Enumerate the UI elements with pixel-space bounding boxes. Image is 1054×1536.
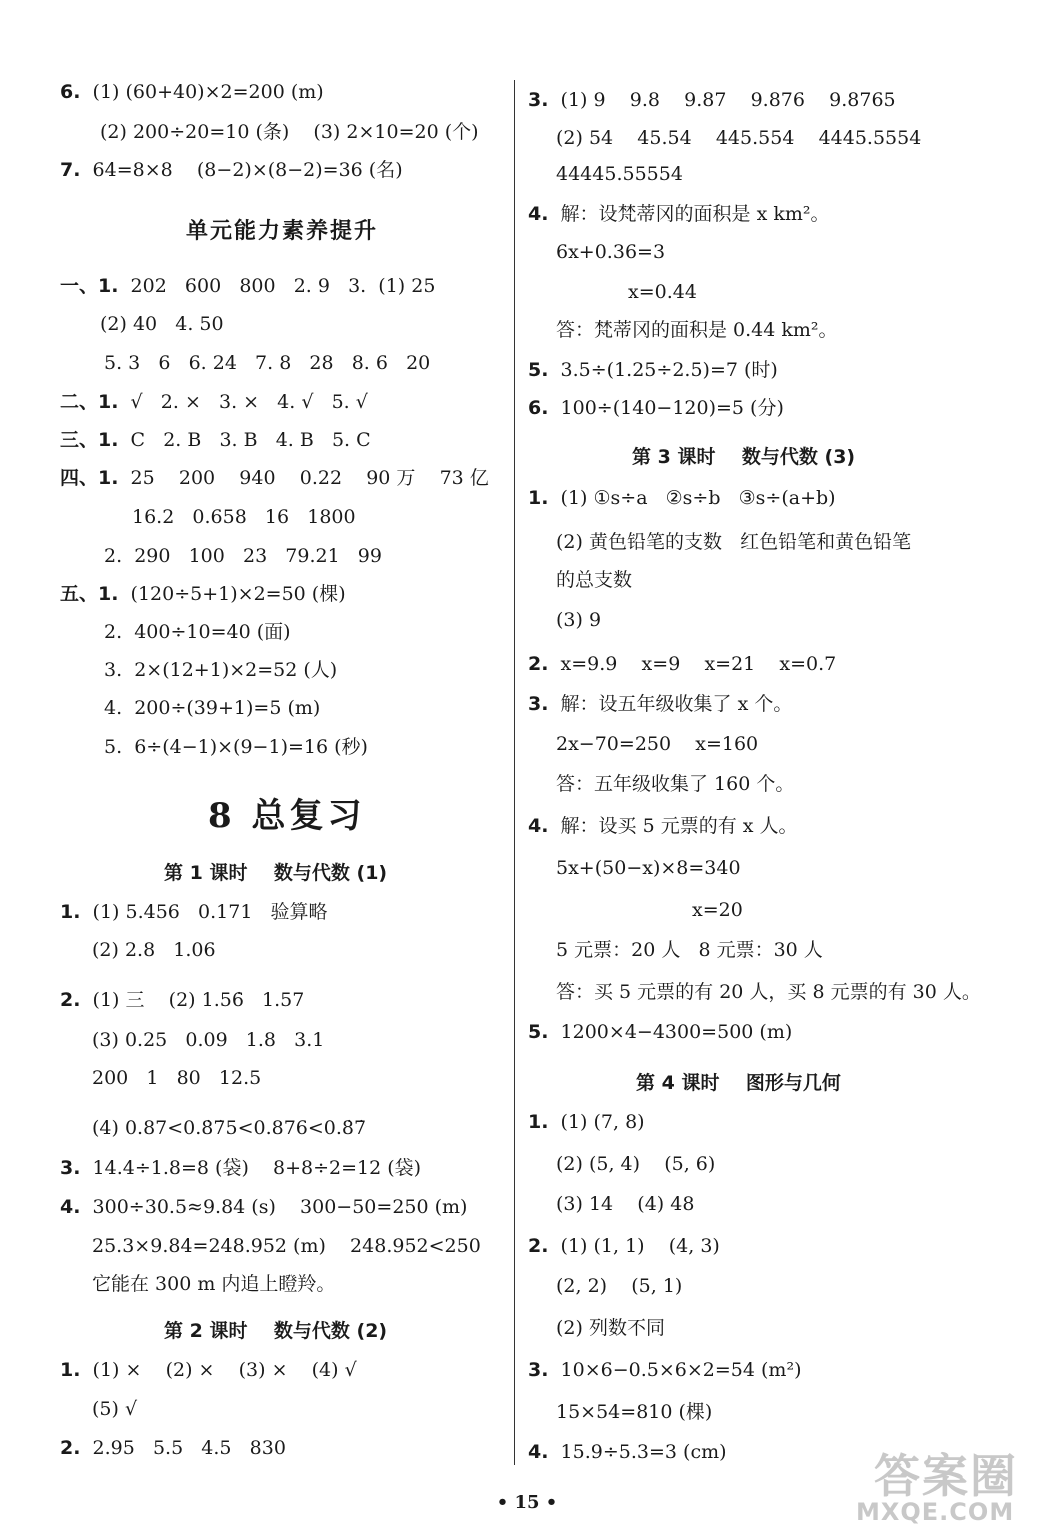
answer-text: (1) × (2) × (3) × (4) √ — [92, 1359, 357, 1381]
answer-text: 10×6−0.5×6×2=54 (m²) — [560, 1359, 802, 1381]
answer-text: 解：设梵蒂冈的面积是 x km²。 — [560, 203, 830, 225]
item-number: 三、1. — [60, 429, 119, 451]
lesson-heading: 第 1 课时 数与代数 (1) — [164, 862, 388, 884]
answer-line — [556, 126, 921, 150]
item-number: 6. — [528, 397, 549, 419]
answer-line — [104, 658, 337, 682]
answer-text: 100÷(140−120)=5 (分) — [560, 397, 784, 419]
watermark-text-top: 答案圈 — [874, 1449, 1018, 1503]
answer-text: 14.4÷1.8=8 (袋) 8+8÷2=12 (袋) — [92, 1157, 422, 1179]
answer-line — [528, 692, 792, 716]
answer-line — [528, 652, 836, 676]
answer-line — [60, 80, 324, 104]
answer-line — [528, 396, 784, 420]
item-number: 3. — [528, 89, 549, 111]
item-number: 7. — [60, 159, 81, 181]
answer-text: (2) 黄色铅笔的支数 红色铅笔和黄色铅笔 — [556, 531, 912, 553]
answer-line — [528, 88, 896, 112]
answer-text: 5. 3 6 6. 24 7. 8 28 8. 6 20 — [104, 352, 431, 374]
item-number: 1. — [60, 1359, 81, 1381]
answer-line — [92, 1272, 335, 1296]
item-number: 2. — [528, 653, 549, 675]
answer-line — [528, 1110, 645, 1134]
item-number: 1. — [528, 487, 549, 509]
item-number: 4. — [60, 1196, 81, 1218]
answer-line — [556, 772, 794, 796]
item-number: 一、1. — [60, 275, 119, 297]
lesson-heading: 第 2 课时 数与代数 (2) — [164, 1320, 388, 1342]
answer-text: (5) √ — [92, 1398, 138, 1420]
answer-line — [556, 1400, 712, 1424]
section-title: 单元能力素养提升 — [186, 219, 379, 244]
answer-line — [92, 1116, 366, 1140]
answer-text: 答：五年级收集了 160 个。 — [556, 773, 795, 795]
answer-line — [60, 582, 346, 606]
answer-text: (1) ①s÷a ②s÷b ③s÷(a+b) — [560, 487, 836, 509]
answer-text: (2) 列数不同 — [556, 1317, 665, 1339]
answer-line — [104, 620, 291, 644]
item-number: 2. — [528, 1235, 549, 1257]
answer-text: (3) 14 (4) 48 — [556, 1193, 695, 1215]
answer-line — [60, 1156, 421, 1180]
answer-line — [556, 568, 632, 592]
item-number: 2. — [60, 989, 81, 1011]
answer-text: 15.9÷5.3=3 (cm) — [560, 1441, 727, 1463]
answer-line — [100, 312, 224, 336]
answer-line — [528, 1234, 720, 1258]
answer-text: 300÷30.5≈9.84 (s) 300−50=250 (m) — [92, 1196, 468, 1218]
answer-text: x=20 — [692, 899, 743, 921]
answer-text: 25.3×9.84=248.952 (m) 248.952<250 — [92, 1235, 481, 1257]
answer-text: 3.5÷(1.25÷2.5)=7 (时) — [560, 359, 778, 381]
item-number: 1. — [528, 1111, 549, 1133]
answer-line — [92, 938, 216, 962]
answer-text: 200 1 80 12.5 — [92, 1067, 262, 1089]
answer-line — [60, 390, 368, 414]
answer-text: 2. 400÷10=40 (面) — [104, 621, 291, 643]
answer-text: 5. 6÷(4−1)×(9−1)=16 (秒) — [104, 736, 368, 758]
answer-text: (2) 2.8 1.06 — [92, 939, 216, 961]
answer-text: 15×54=810 (棵) — [556, 1401, 713, 1423]
answer-line — [556, 318, 838, 342]
answer-line — [104, 696, 320, 720]
answer-line — [104, 544, 382, 568]
answer-text: (120÷5+1)×2=50 (棵) — [130, 583, 346, 605]
chapter-title: 8 总复习 — [208, 796, 366, 836]
item-number: 2. — [60, 1437, 81, 1459]
answer-text: (1) (7, 8) — [560, 1111, 645, 1133]
answer-line — [92, 1028, 324, 1052]
answer-text: 1200×4−4300=500 (m) — [560, 1021, 793, 1043]
answer-text: 5x+(50−x)×8=340 — [556, 857, 741, 879]
answer-line — [528, 1440, 727, 1464]
answer-text: 它能在 300 m 内追上瞪羚。 — [92, 1273, 336, 1295]
answer-line — [556, 938, 823, 962]
answer-line — [60, 1358, 357, 1382]
answer-line — [692, 898, 743, 922]
answer-text: (4) 0.87<0.8̇7̇5<0.876<0.8̇7̇ — [92, 1117, 367, 1139]
answer-line — [556, 980, 981, 1004]
answer-line — [92, 1234, 481, 1258]
item-number: 二、1. — [60, 391, 119, 413]
answer-text: 4. 200÷(39+1)=5 (m) — [104, 697, 321, 719]
answer-line — [60, 900, 328, 924]
answer-text: 64=8×8 (8−2)×(8−2)=36 (名) — [92, 159, 403, 181]
lesson-heading: 第 4 课时 图形与几何 — [636, 1072, 841, 1094]
answer-line — [60, 428, 371, 452]
answer-text: (1) 5.456 0.171 验算略 — [92, 901, 328, 923]
watermark-text-bottom: MXQE.COM — [856, 1498, 1015, 1526]
answer-line — [556, 732, 758, 756]
answer-text: (3) 0.25 0.09 1.8 3.1 — [92, 1029, 325, 1051]
answer-line — [104, 351, 430, 375]
page-number: • 15 • — [496, 1492, 558, 1513]
answer-text: C 2. B 3. B 4. B 5. C — [130, 429, 371, 451]
answer-line — [104, 735, 368, 759]
answer-line — [528, 486, 836, 510]
item-number: 五、1. — [60, 583, 119, 605]
answer-line — [628, 280, 697, 304]
item-number: 6. — [60, 81, 81, 103]
answer-text: (2) 200÷20=10 (条) (3) 2×10=20 (个) — [100, 121, 479, 143]
item-number: 1. — [60, 901, 81, 923]
answer-text: 解：设买 5 元票的有 x 人。 — [560, 815, 798, 837]
watermark-logo — [852, 1440, 1042, 1530]
answer-line — [556, 240, 665, 264]
answer-text: 16.2 0.658 16 1800 — [132, 506, 356, 528]
answer-text: (1) 9 9.8 9.87 9.876 9.8765 — [560, 89, 896, 111]
answer-line — [60, 1436, 286, 1460]
answer-text: (2) 40 4. 50 — [100, 313, 224, 335]
answer-text: x=9.9 x=9 x=21 x=0.7 — [560, 653, 837, 675]
answer-text: 44445.55554 — [556, 163, 683, 185]
item-number: 4. — [528, 1441, 549, 1463]
answer-line — [556, 1152, 715, 1176]
answer-line — [60, 466, 489, 490]
answer-line — [556, 1316, 665, 1340]
answer-line — [556, 162, 683, 186]
answer-line — [92, 1066, 261, 1090]
answer-text: 2x−70=250 x=160 — [556, 733, 759, 755]
item-number: 4. — [528, 815, 549, 837]
answer-text: (2, 2) (5, 1) — [556, 1275, 683, 1297]
column-divider — [514, 80, 515, 1465]
item-number: 4. — [528, 203, 549, 225]
answer-text: 答：买 5 元票的有 20 人，买 8 元票的有 30 人。 — [556, 981, 981, 1003]
answer-line — [100, 120, 479, 144]
answer-line — [528, 1358, 801, 1382]
answer-line — [556, 608, 601, 632]
answer-line — [60, 158, 403, 182]
answer-line — [556, 856, 741, 880]
answer-text: (1) (60+40)×2=200 (m) — [92, 81, 324, 103]
item-number: 5. — [528, 1021, 549, 1043]
answer-text: (1) (1, 1) (4, 3) — [560, 1235, 720, 1257]
answer-line — [60, 1195, 467, 1219]
answer-text: (2) (5, 4) (5, 6) — [556, 1153, 716, 1175]
answer-line — [92, 1397, 137, 1421]
answer-line — [528, 358, 778, 382]
answer-text: x=0.44 — [628, 281, 697, 303]
answer-text: (2) 54 45.54 445.554 4445.5554 — [556, 127, 922, 149]
answer-text: (3) 9 — [556, 609, 602, 631]
answer-text: 2.95 5.5 4.5 830 — [92, 1437, 286, 1459]
answer-text: 202 600 800 2. 9 3. (1) 25 — [130, 275, 436, 297]
answer-line — [556, 1274, 682, 1298]
answer-text: 6x+0.36=3 — [556, 241, 666, 263]
answer-line — [556, 1192, 694, 1216]
item-number: 3. — [528, 1359, 549, 1381]
item-number: 3. — [60, 1157, 81, 1179]
answer-text: 答：梵蒂冈的面积是 0.44 km²。 — [556, 319, 838, 341]
answer-line — [60, 988, 304, 1012]
answer-text: 2. 290 100 23 79.21 99 — [104, 545, 382, 567]
answer-line — [528, 202, 830, 226]
item-number: 四、1. — [60, 467, 119, 489]
answer-line — [60, 274, 435, 298]
answer-line — [528, 814, 798, 838]
answer-text: 的总支数 — [556, 569, 633, 591]
answer-line — [556, 530, 911, 554]
item-number: 3. — [528, 693, 549, 715]
answer-text: 3. 2×(12+1)×2=52 (人) — [104, 659, 338, 681]
lesson-heading: 第 3 课时 数与代数 (3) — [632, 446, 856, 468]
item-number: 5. — [528, 359, 549, 381]
answer-line — [132, 505, 356, 529]
answer-text: 25 200 940 0.22 90 万 73 亿 — [130, 467, 489, 489]
answer-text: 解：设五年级收集了 x 个。 — [560, 693, 793, 715]
answer-line — [528, 1020, 792, 1044]
answer-text: √ 2. × 3. × 4. √ 5. √ — [130, 391, 368, 413]
answer-text: 5 元票：20 人 8 元票：30 人 — [556, 939, 823, 961]
answer-text: (1) 三 (2) 1.56̇ 1.57 — [92, 989, 305, 1011]
